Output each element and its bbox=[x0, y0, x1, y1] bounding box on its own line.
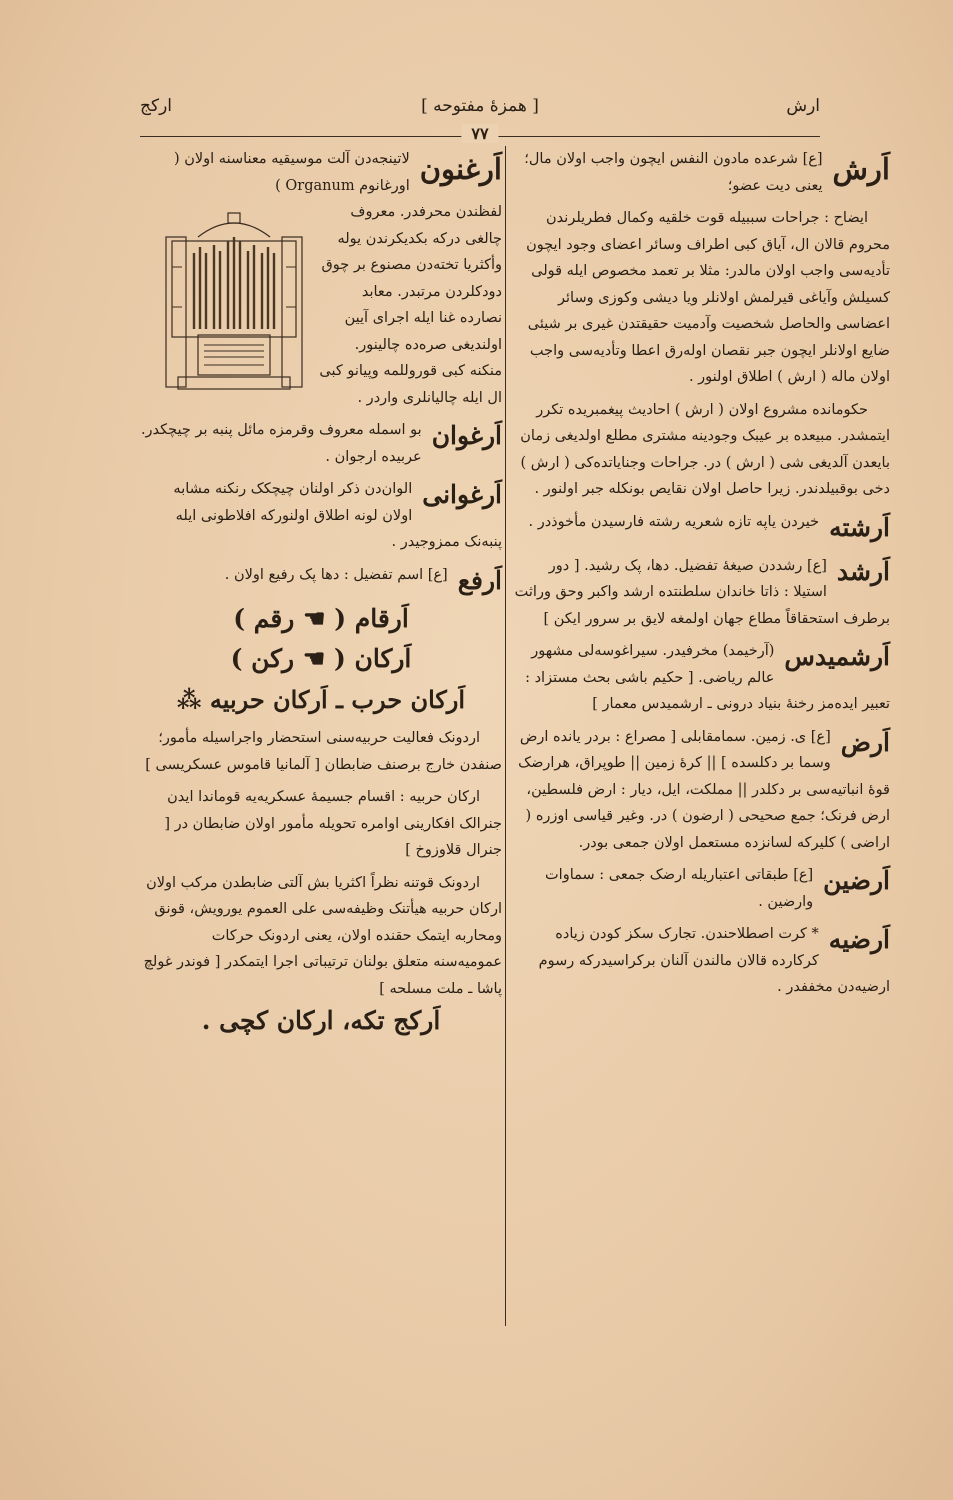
crossref-arqam: اَرقام ( ☚ رقم ) bbox=[233, 603, 409, 633]
entry-arzin bbox=[512, 862, 890, 915]
crossref-arkan: اَرکان ( ☚ رکن ) bbox=[230, 644, 412, 673]
paragraph-hukm bbox=[512, 397, 890, 503]
headword: اَرغنون bbox=[419, 152, 502, 186]
header-section-title: [ همزهٔ مفتوحه ] bbox=[421, 96, 539, 116]
header-left-word: ارکج bbox=[140, 96, 172, 116]
pipe-organ-icon bbox=[158, 207, 310, 393]
definition: ایضاح : جراحات سببیله قوت خلقیه وکمال فطریلرندن محروم قالان ال، آیاق کبی اطراف وسائر اعضای وجود ایچون تأدیه‌سی واجب اولان مالدر: مثلا بر تعمد مخصوص ایله قولی کسیلش وآیاغی قیرلمش اولانلر ویا دیشی وکوزی وسائر اعضاسی والحاصل شخصیت وآدمیت حقیقتدن غیری بر شیئی ضایع اولانلر ایچون جبر نقصان اوله‌رق اعطا وتأدیه‌سی واجب اولان ماله ( ارش ) اطلاق اولنور . bbox=[526, 210, 890, 385]
entry-arghavani bbox=[140, 476, 502, 556]
headword: اَرش bbox=[832, 152, 890, 186]
page-number: ٧٧ bbox=[461, 124, 498, 143]
headword: اَرض bbox=[840, 727, 890, 757]
entry-arziye bbox=[512, 921, 890, 1001]
headword: اَرضین bbox=[823, 866, 890, 895]
headword: اَرفع bbox=[457, 565, 502, 595]
running-header bbox=[140, 96, 820, 126]
entry-arkaj: اَرکج تکه، ارکان کچی . bbox=[201, 1006, 441, 1035]
headword: اَرغوان bbox=[431, 421, 502, 450]
left-column bbox=[140, 146, 502, 1049]
section-paragraph: اردونک قوتنه نظراً اکثریا بش آلتی ضابطدن مرکب اولان ارکان حربیه هیأتنک وظیفه‌سی علی العموم یورویش، قونق ومحاربه ایتمک حقنده اولان، یعنی اردونک حرکات عمومیه‌سنه متعلق بولنان ترتیباتی اجرا ایتمکدر [ فوندر غولچ پاشا ـ ملت مسلحه ] bbox=[143, 874, 502, 997]
entry-arz bbox=[512, 724, 890, 857]
headword: اَرضیه bbox=[828, 925, 890, 954]
headword: اَرشد bbox=[836, 556, 890, 586]
entry-arshimides bbox=[512, 638, 890, 718]
definition: لاتینجه‌دن آلت موسیقیه معناسنه اولان ( اورغانوم Organum ) bbox=[173, 151, 410, 194]
header-rule bbox=[140, 124, 820, 143]
entry-arghanun bbox=[140, 146, 502, 411]
entry-arshte bbox=[512, 509, 890, 547]
definition: [ع] اسم تفضیل : دها پک رفیع اولان . bbox=[224, 566, 448, 583]
column-divider bbox=[505, 146, 506, 1326]
definition: بو اسمله معروف وقرمزه مائل پنبه بر چیچکدر. عربیده ارجوان . bbox=[140, 422, 422, 465]
entry-arghavan bbox=[140, 417, 502, 470]
entry-arfa bbox=[140, 562, 502, 600]
paragraph-izah bbox=[512, 205, 890, 391]
headword: اَرغوانی bbox=[422, 480, 502, 509]
right-column bbox=[512, 146, 890, 1007]
definition: خیردن یاپه تازه شعریه رشته فارسیدن مأخوذدر . bbox=[528, 513, 820, 530]
entry-arsh bbox=[512, 146, 890, 199]
header-right-word: ارش bbox=[786, 96, 820, 116]
definition: [ع] طبقاتی اعتباریله ارضک جمعی : سماوات وارضین . bbox=[545, 867, 814, 910]
definition: حکومانده مشروع اولان ( ارش ) احادیث پیغمبریده تکرر ایتمشدر. مبیعده بر عیبک وجودینه مشتری مطلع اولدیغی زمان بایعدن آلدیغی شی ( ارش ) در. جراحات وجنایاتده‌کی ( ارش ) دخی بوقبیلدندر. زیرا حاصل اولان نقایص بونکله جبر اولنور . bbox=[520, 401, 890, 497]
definition: * کرت اصطلاحندن. تجارک سکز کودن زیاده کرکارده قالان مالندن آلنان برکراسیدرکه رسوم ارضیه‌دن مخففدر . bbox=[538, 926, 890, 995]
entry-arshad bbox=[512, 553, 890, 633]
section-paragraph: اردونک فعالیت حربیه‌سنی استحضار واجراسیله مأمور؛ صنفدن خارج برصنف ضابطان [ آلمانیا قاموس عسکریسی ] bbox=[145, 730, 502, 773]
pipe-organ-illustration bbox=[158, 207, 310, 393]
definition: الوان‌دن ذکر اولنان چیچکک رنکنه مشابه اولان لونه اطلاق اولنورکه افلاطونی ایله پنبه‌نک ممزوجیدر . bbox=[173, 481, 502, 550]
definition: (آرخیمد) مخرفیدر. سیراغوسه‌لی مشهور عالم ریاضی. [ حکیم باشی بحث مستزاد : تعبیر ایده‌مز رخنهٔ بنیاد درونی ـ ارشمیدس معمار ] bbox=[525, 643, 890, 712]
section-paragraph: ارکان حربیه : اقسام جسیمهٔ عسکریه‌یه قوماندا ایدن جنرالک افکارینی اوامره تحویله مأمور اولان ضابطان در [ جنرال قلاوزوخ ] bbox=[164, 789, 502, 858]
definition: [ع] شرعده مادون النفس ایچون واجب اولان مال؛ یعنی دیت عضو؛ bbox=[524, 151, 823, 194]
definition: [ع] ی. زمین. سمامقابلی [ مصراع : بردر یانده ارض وسما بر دکلسده ] || کرهٔ زمین || طوپراق، هرارضک قوهٔ انباتیه‌سی بر دکلدر || مملکت، ایل، دیار : ارض فلسطین، ارض فرنک؛ جمع صحیحی ( ارضون ) در. وغیر قیاسی اوزره ( اراضی ) کلیرکه لسانزده مستعمل اولان جمعی بودر. bbox=[518, 728, 890, 851]
headword: اَرشمیدس bbox=[784, 642, 890, 671]
definition: [ع] رشددن صیغهٔ تفضیل. دها، پک رشید. [ دور استیلا : ذاتا خاندان سلطنتده ارشد واکبر وحق وراثت برطرف استحقاقاً مطاع جهان اولمغه لایق بر سرور ایکن ] bbox=[514, 557, 890, 627]
definition: لفظندن محرفدر. معروف چالغی درکه بکدیکرندن یوله وأکثریا تخته‌دن مصنوع بر چوق دودکلردن مرتبدر. معابد نصارده غنا ایله اجرای آیین اولندیغی صره‌ده چالینور. منکنه کبی قوروللمه وپیانو کبی ال ایله چالیانلری واردر . bbox=[319, 204, 502, 406]
section-title-arkan-harb: اَرکان حرب ـ اَرکان حربیه ⁂ bbox=[176, 684, 466, 714]
headword: اَرشته bbox=[829, 512, 890, 542]
